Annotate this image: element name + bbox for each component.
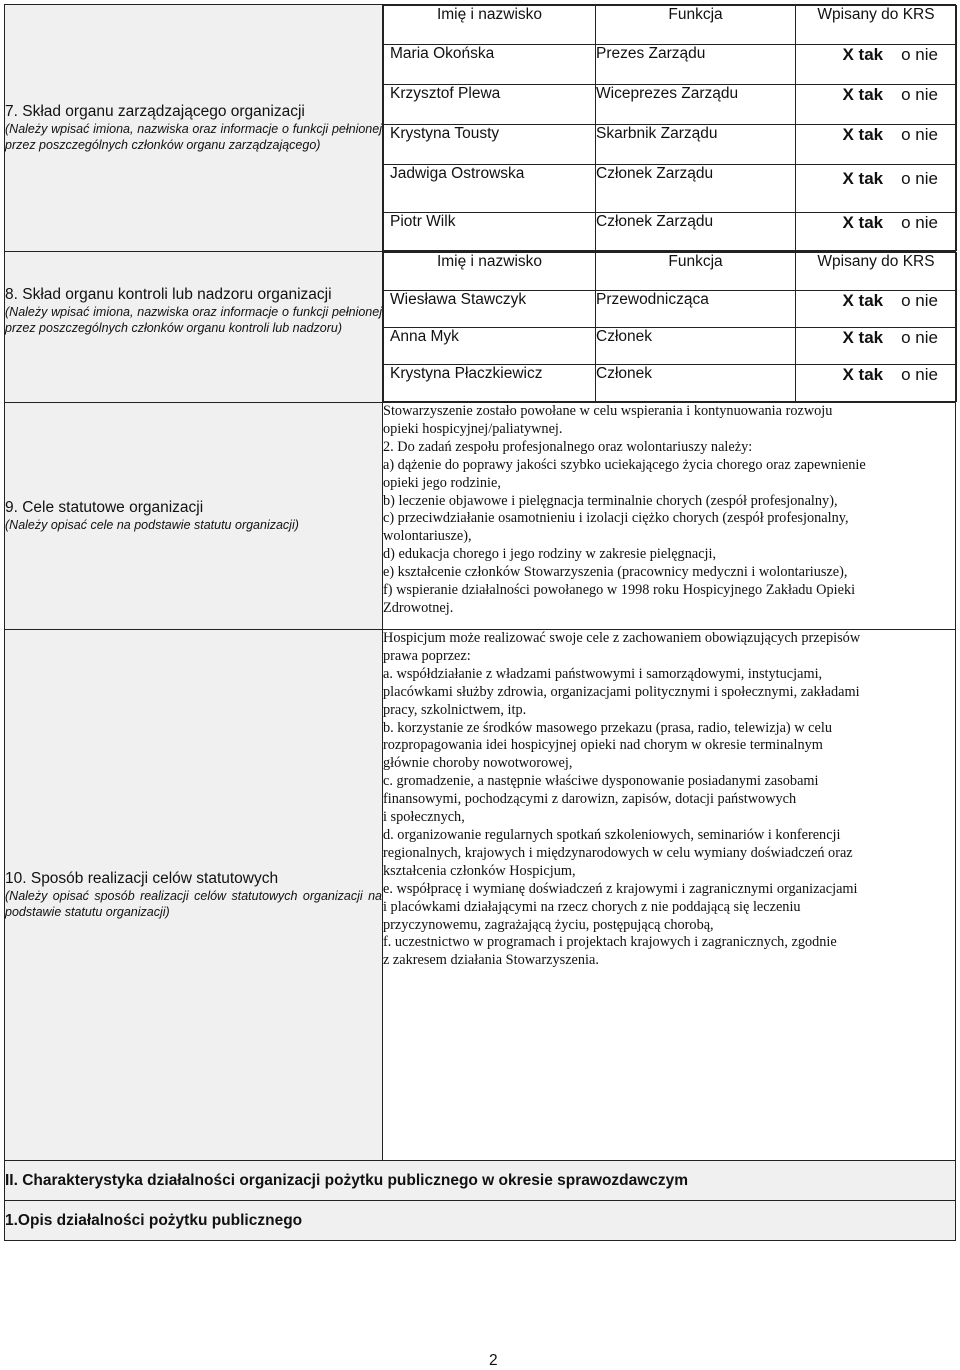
text-line: Zdrowotnej.: [383, 599, 454, 616]
krs-yes-checkbox[interactable]: X tak: [842, 213, 884, 232]
text-line: d) edukacja chorego i jego rodziny w zakresie pielęgnacji,: [383, 546, 717, 563]
text-line: b. korzystanie ze środków masowego przekazu (prasa, radio, telewizja) w celu: [383, 719, 832, 736]
text-line: c) przeciwdziałanie osamotnieniu i izolacji ciężko chorych (zespół profesjonalny,: [383, 510, 849, 527]
text-line: c. gromadzenie, a następnie właściwe dysponowanie posiadanymi zasobami: [383, 773, 819, 790]
krs-yes-checkbox[interactable]: X tak: [842, 85, 884, 104]
column-header-name: Imię i nazwisko: [384, 253, 596, 291]
member-role: Członek Zarządu: [596, 213, 796, 251]
text-line: f) wspieranie działalności powołanego w 1998 roku Hospicyjnego Zakładu Opieki: [383, 582, 856, 599]
column-header-name: Imię i nazwisko: [384, 6, 596, 45]
text-line: regionalnych, krajowych i międzynarodowych w celu wymiany doświadczeń oraz: [383, 844, 853, 861]
section9-title: 9. Cele statutowe organizacji: [5, 499, 204, 516]
management-board-table: [383, 5, 957, 251]
report-form-table: [4, 4, 956, 1241]
section7-note: (Należy wpisać imiona, nazwiska oraz informacje o funkcji pełnionej przez poszczególnych członków organu zarządzającego): [5, 122, 382, 152]
member-name: Wiesława Stawczyk: [384, 291, 596, 328]
member-role: Skarbnik Zarządu: [596, 125, 796, 165]
krs-yes-checkbox[interactable]: X tak: [842, 365, 884, 384]
text-line: d. organizowanie regularnych spotkań szkoleniowych, seminariów i konferencji: [383, 826, 841, 843]
column-header-role: Funkcja: [596, 253, 796, 291]
member-krs: [796, 213, 957, 251]
section10-label-cell: [5, 630, 383, 1161]
table-row: [384, 365, 957, 402]
text-line: placówkami służby zdrowia, organizacjami politycznymi i społecznymi, zakładami: [383, 683, 860, 700]
text-line: wolontariusze),: [383, 528, 472, 545]
member-name: Maria Okońska: [384, 45, 596, 85]
section9-note: (Należy opisać cele na podstawie statutu organizacji): [5, 518, 299, 532]
text-line: a. współdziałanie z władzami państwowymi i samorządowymi, instytucjami,: [383, 665, 823, 682]
text-line: a) dążenie do poprawy jakości szybko uciekającego życia chorego oraz zapewnienie: [383, 456, 866, 473]
text-line: finansowymi, pochodzącymi z darowizn, zapisów, dotacji państwowych: [383, 791, 797, 808]
krs-no-checkbox[interactable]: o nie: [901, 45, 938, 64]
section8-label-cell: [5, 252, 383, 403]
member-name: Piotr Wilk: [384, 213, 596, 251]
section7-title: 7. Skład organu zarządzającego organizacji: [5, 103, 305, 120]
table-row: [384, 213, 957, 251]
form-sheet: [4, 4, 955, 1241]
text-line: pracy, szkolnictwem, itp.: [383, 701, 527, 718]
page-number: 2: [489, 1352, 498, 1369]
section10-content: [383, 630, 956, 1161]
krs-no-checkbox[interactable]: o nie: [901, 291, 938, 310]
text-line: Stowarzyszenie zostało powołane w celu wspierania i kontynuowania rozwoju: [383, 403, 833, 419]
member-name: Krzysztof Plewa: [384, 85, 596, 125]
section10-note: (Należy opisać sposób realizacji celów statutowych organizacji na podstawie statutu organizacji): [5, 889, 382, 919]
section10-title: 10. Sposób realizacji celów statutowych: [5, 870, 279, 887]
section8-note: (Należy wpisać imiona, nazwiska oraz informacje o funkcji pełnionej przez poszczególnych członków organu kontroli lub nadzoru): [5, 305, 382, 335]
member-role: Członek: [596, 365, 796, 402]
krs-no-checkbox[interactable]: o nie: [901, 365, 938, 384]
section8-members-cell: [383, 252, 956, 403]
text-line: opieki hospicyjnej/paliatywnej.: [383, 420, 563, 437]
krs-yes-checkbox[interactable]: X tak: [842, 328, 884, 347]
member-krs: [796, 365, 957, 402]
member-krs: [796, 291, 957, 328]
supervisory-board-table: [383, 252, 957, 402]
table-row: [384, 45, 957, 85]
column-header-krs: Wpisany do KRS: [796, 6, 957, 45]
table-row: [384, 291, 957, 328]
text-line: rozpropagowania idei hospicyjnej opieki nad chorym w okresie terminalnym: [383, 737, 823, 754]
krs-no-checkbox[interactable]: o nie: [901, 125, 938, 144]
column-header-krs: Wpisany do KRS: [796, 253, 957, 291]
krs-yes-checkbox[interactable]: X tak: [842, 125, 884, 144]
member-name: Krystyna Tousty: [384, 125, 596, 165]
section-ii-subtitle: 1.Opis działalności pożytku publicznego: [5, 1201, 956, 1241]
text-line: przyczynowemu, zagrażającą życiu, postępującą chorobą,: [383, 916, 714, 933]
text-line: 2. Do zadań zespołu profesjonalnego oraz wolontariuszy należy:: [383, 438, 753, 455]
member-name: Jadwiga Ostrowska: [384, 165, 596, 213]
krs-no-checkbox[interactable]: o nie: [901, 213, 938, 232]
section9-label-cell: [5, 403, 383, 630]
table-row: [384, 125, 957, 165]
member-role: Prezes Zarządu: [596, 45, 796, 85]
krs-no-checkbox[interactable]: o nie: [901, 169, 938, 188]
krs-no-checkbox[interactable]: o nie: [901, 328, 938, 347]
member-role: Członek: [596, 328, 796, 365]
krs-yes-checkbox[interactable]: X tak: [842, 169, 884, 188]
member-role: Członek Zarządu: [596, 165, 796, 213]
column-header-role: Funkcja: [596, 6, 796, 45]
section7-members-cell: [383, 5, 956, 252]
member-krs: [796, 45, 957, 85]
section7-label-cell: [5, 5, 383, 252]
text-line: i społecznych,: [383, 809, 465, 826]
table-row: [384, 85, 957, 125]
text-line: głównie choroby nowotworowej,: [383, 755, 573, 772]
text-line: e) kształcenie członków Stowarzyszenia (pracownicy medyczni i wolontariusze),: [383, 564, 848, 581]
text-line: z zakresem działania Stowarzyszenia.: [383, 952, 599, 969]
text-line: opieki jego rodzinie,: [383, 474, 501, 491]
member-krs: [796, 125, 957, 165]
member-krs: [796, 85, 957, 125]
section8-title: 8. Skład organu kontroli lub nadzoru organizacji: [5, 286, 332, 303]
text-line: e. współpracę i wymianę doświadczeń z krajowymi i zagranicznymi organizacjami: [383, 880, 858, 897]
member-name: Krystyna Płaczkiewicz: [384, 365, 596, 402]
member-role: Przewodnicząca: [596, 291, 796, 328]
member-krs: [796, 165, 957, 213]
section-ii-title: II. Charakterystyka działalności organizacji pożytku publicznego w okresie sprawozdawczym: [5, 1161, 956, 1201]
text-line: b) leczenie objawowe i pielęgnacja terminalnie chorych (zespół profesjonalny),: [383, 492, 838, 509]
table-row: [384, 165, 957, 213]
text-line: Hospicjum może realizować swoje cele z zachowaniem obowiązujących przepisów: [383, 630, 861, 646]
krs-yes-checkbox[interactable]: X tak: [842, 291, 884, 310]
text-line: kształcenia członków Hospicjum,: [383, 862, 576, 879]
member-krs: [796, 328, 957, 365]
text-line: prawa poprzez:: [383, 647, 471, 664]
member-name: Anna Myk: [384, 328, 596, 365]
text-line: i placówkami działającymi na rzecz chorych z nie poddającą się leczeniu: [383, 898, 801, 915]
text-line: f. uczestnictwo w programach i projektach krajowych i zagranicznych, zgodnie: [383, 934, 837, 951]
section9-content: [383, 403, 956, 630]
krs-yes-checkbox[interactable]: X tak: [842, 45, 884, 64]
krs-no-checkbox[interactable]: o nie: [901, 85, 938, 104]
table-row: [384, 328, 957, 365]
member-role: Wiceprezes Zarządu: [596, 85, 796, 125]
